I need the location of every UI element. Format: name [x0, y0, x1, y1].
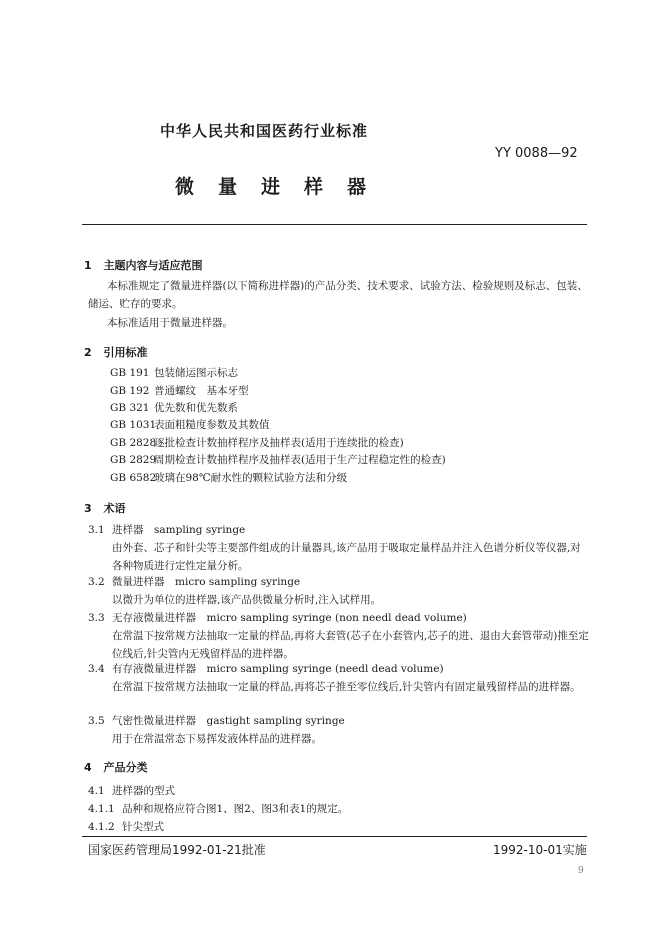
term-number: 3.5	[88, 715, 105, 727]
section-2-title: 引用标准	[103, 346, 148, 359]
reference-title: 普通螺纹 基本牙型	[154, 385, 249, 397]
clause-number: 4.1	[88, 785, 105, 797]
term-definition: 由外套、芯子和针尖等主要部件组成的计量器具,该产品用于吸取定量样品并注入色谱分析仪等仪器,对各种物质进行定性定量分析。	[112, 542, 581, 572]
reference-title: 包装储运图示标志	[154, 367, 238, 379]
clause-item	[88, 802, 348, 817]
term-number: 3.4	[88, 663, 105, 675]
issuing-organization: 中华人民共和国医药行业标准	[160, 122, 369, 140]
section-4-number: 4	[84, 761, 92, 774]
reference-item	[110, 436, 404, 451]
section-1-heading	[84, 257, 203, 273]
reference-item	[110, 453, 446, 468]
approval-date: 国家医药管理局1992-01-21批准	[88, 843, 266, 857]
clause-item	[88, 820, 164, 835]
section-1-paragraph-1: 本标准规定了微量进样器(以下简称进样器)的产品分类、技术要求、试验方法、检验规则及标志、包装、储运、贮存的要求。	[88, 280, 588, 310]
section-1-number: 1	[84, 259, 92, 272]
term-definition: 以微升为单位的进样器,该产品供微量分析时,注入试样用。	[112, 594, 382, 606]
standard-code: YY 0088—92	[495, 146, 578, 161]
reference-title: 逐批检查计数抽样程序及抽样表(适用于连续批的检查)	[154, 437, 404, 449]
section-1-title: 主题内容与适应范围	[103, 259, 203, 272]
term-number: 3.2	[88, 576, 105, 588]
clause-text: 品种和规格应符合图1、图2、图3和表1的规定。	[122, 803, 349, 815]
section-4-heading	[84, 759, 148, 775]
section-3-heading	[84, 500, 126, 516]
clause-number: 4.1.2	[88, 821, 115, 833]
section-3-title: 术语	[103, 502, 126, 515]
term-name: 有存液微量进样器 micro sampling syringe (needl dead volume)	[112, 663, 444, 675]
reference-title: 玻璃在98℃耐水性的颗粒试验方法和分级	[154, 472, 348, 484]
term-number: 3.1	[88, 524, 105, 536]
reference-title: 表面粗糙度参数及其数值	[154, 419, 270, 431]
page-number: 9	[578, 866, 584, 876]
term-definition: 用于在常温常态下易挥发液体样品的进样器。	[112, 733, 322, 745]
reference-code: GB 321	[110, 402, 150, 414]
section-2-number: 2	[84, 346, 92, 359]
term-definition: 在常温下按常规方法抽取一定量的样品,再将大套管(芯子在小套管内,芯子的进、退由大套管带动)推至定位线后,针尖管内无残留样品的进样器。	[112, 630, 589, 660]
reference-item	[110, 471, 347, 486]
footer-rule	[82, 836, 587, 837]
document-title: 微量进样器	[175, 176, 391, 198]
term-name: 微量进样器 micro sampling syringe	[112, 576, 301, 588]
clause-item	[88, 784, 175, 799]
effective-date: 1992-10-01实施	[493, 843, 587, 857]
reference-code: GB 1031	[110, 419, 157, 431]
reference-code: GB 191	[110, 367, 150, 379]
section-3-number: 3	[84, 502, 92, 515]
reference-code: GB 192	[110, 385, 150, 397]
reference-code: GB 2828	[110, 437, 157, 449]
reference-title: 周期检查计数抽样程序及抽样表(适用于生产过程稳定性的检查)	[154, 454, 446, 466]
reference-item	[110, 384, 249, 399]
term-definition: 在常温下按常规方法抽取一定量的样品,再将芯子推至零位线后,针尖管内有固定量残留样品的进样器。	[112, 681, 581, 693]
term-name: 气密性微量进样器 gastight sampling syringe	[112, 715, 345, 727]
reference-code: GB 6582	[110, 472, 157, 484]
section-2-heading	[84, 344, 148, 360]
clause-text: 进样器的型式	[112, 785, 175, 797]
clause-text: 针尖型式	[122, 821, 164, 833]
reference-item	[110, 401, 238, 416]
header-rule	[82, 224, 587, 225]
clause-number: 4.1.1	[88, 803, 115, 815]
reference-item	[110, 418, 270, 433]
term-name: 进样器 sampling syringe	[112, 524, 246, 536]
term-name: 无存液微量进样器 micro sampling syringe (non needl dead volume)	[112, 612, 467, 624]
section-1-paragraph-2: 本标准适用于微量进样器。	[107, 317, 233, 329]
reference-item	[110, 366, 238, 381]
term-number: 3.3	[88, 612, 105, 624]
section-4-title: 产品分类	[103, 761, 148, 774]
reference-code: GB 2829	[110, 454, 157, 466]
reference-title: 优先数和优先数系	[154, 402, 238, 414]
